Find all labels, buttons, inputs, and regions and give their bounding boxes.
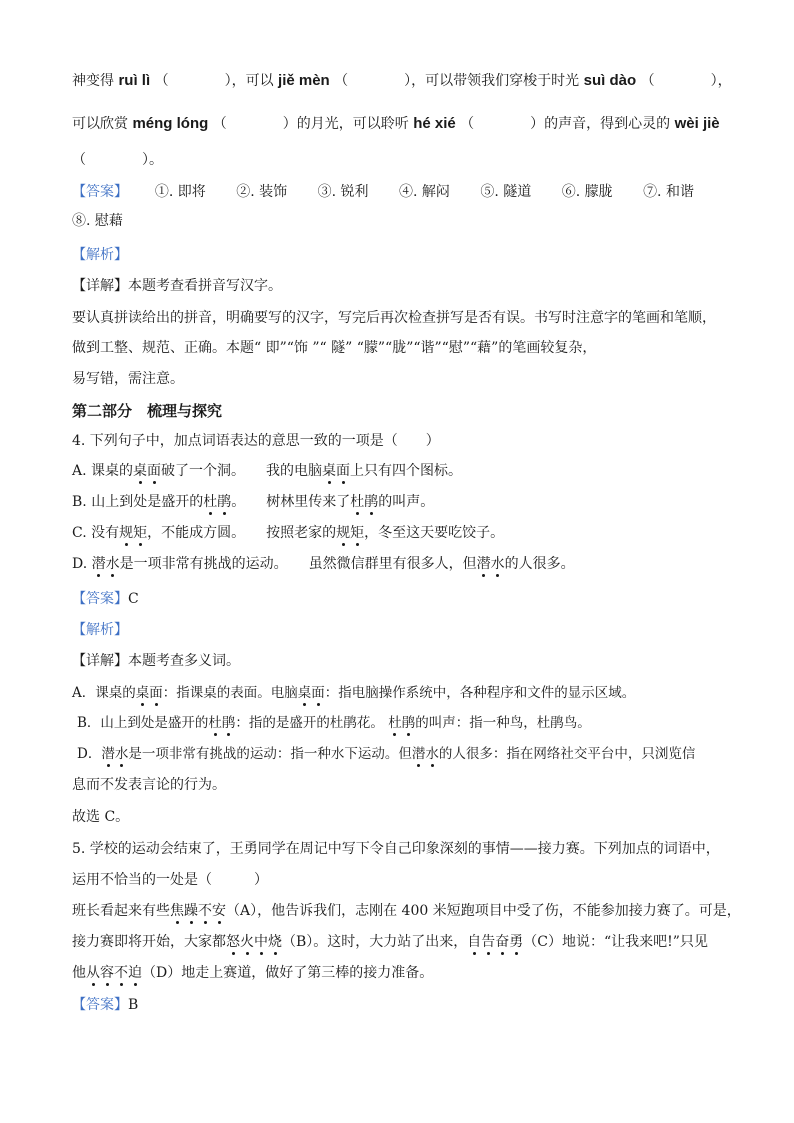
answer-value: C — [128, 591, 139, 607]
dotted-char: 从 — [86, 965, 100, 981]
dotted-char: 鹃 — [364, 494, 379, 510]
dotted-char: 不 — [114, 965, 128, 981]
q5-stem-2: 运用不恰当的一处是（ ） — [72, 872, 268, 888]
answer-tag: 【答案】 — [72, 184, 128, 200]
answer-item: ②. 装饰 — [236, 184, 288, 200]
dotted-char: 规 — [119, 525, 134, 541]
text: ：指课桌的表面。电脑 — [162, 685, 298, 701]
dotted-char: 桌 — [133, 463, 148, 479]
dotted-char: 桌 — [322, 463, 337, 479]
answer-item: ⑥. 朦胧 — [561, 184, 613, 200]
text: （B）。这时，大力站了出来， — [282, 934, 468, 950]
answer-item: ③. 锐利 — [317, 184, 369, 200]
text: 他 — [72, 965, 86, 981]
pinyin: hé xié — [413, 115, 456, 132]
text: C. 没有 — [72, 525, 120, 541]
q4-option-d — [72, 555, 575, 573]
dotted-char: 矩 — [350, 525, 365, 541]
explain-d — [77, 745, 695, 763]
section-heading: 第二部分 梳理与探究 — [72, 402, 223, 420]
dotted-char: 安 — [212, 903, 226, 919]
dotted-char: 矩 — [133, 525, 148, 541]
text: ：指电脑操作系统中，各种程序和文件的显示区域。 — [324, 685, 636, 701]
dotted-char: 杜 — [350, 494, 365, 510]
dotted-char: 焦 — [170, 903, 184, 919]
text: 是一项非常有挑战的运动：指一种水下运动。但 — [128, 746, 412, 762]
dotted-char: 杜 — [208, 715, 222, 731]
answer-item: ④. 解闷 — [398, 184, 450, 200]
detail-line: 【详解】本题考查多义词。 — [72, 653, 240, 669]
text: （D）地走上赛道，做好了第三棒的接力准备。 — [142, 965, 434, 981]
text: 的叫声：指一种鸟，杜鹃鸟。 — [415, 715, 591, 731]
explain-d-cont: 息而不发表言论的行为。 — [72, 777, 226, 793]
dotted-char: 潜 — [101, 746, 115, 762]
pinyin: suì dào — [583, 72, 637, 89]
q3-answer-last: ⑧. 慰藉 — [72, 213, 123, 229]
text: 神变得 — [72, 73, 114, 89]
dotted-char: 面 — [311, 685, 325, 701]
answer-tag: 【答案】 — [72, 591, 128, 607]
text: B．山上到处是盛开的 — [77, 715, 209, 731]
text: ：指的是盛开的杜鹃花。 — [235, 715, 389, 731]
q5-passage-1 — [72, 902, 741, 920]
choose-line: 故选 C。 — [72, 809, 130, 825]
dotted-char: 水 — [490, 556, 505, 572]
explain-a — [72, 684, 635, 702]
dotted-char: 面 — [336, 463, 351, 479]
dotted-char: 杜 — [388, 715, 402, 731]
detail-line: 【详解】本题考查看拼音写汉字。 — [72, 278, 282, 294]
text: 班长看起来有些 — [72, 903, 170, 919]
dotted-char: 桌 — [135, 685, 150, 701]
dotted-char: 烧 — [268, 934, 282, 950]
q4-answer-line — [72, 590, 139, 608]
text: （ ）的月光，可以聆听 — [212, 116, 409, 132]
q3-line-2 — [72, 115, 720, 133]
dotted-char: 水 — [425, 746, 439, 762]
dotted-char: 面 — [149, 685, 163, 701]
explanation-line: 易写错，需注意。 — [72, 371, 184, 387]
dotted-char: 面 — [147, 463, 162, 479]
answer-item: ①. 即将 — [154, 184, 206, 200]
text: B. 山上到处是盛开的 — [72, 494, 204, 510]
dotted-char: 不 — [198, 903, 212, 919]
text: ，不能成方圆。 按照老家的 — [147, 525, 337, 541]
dotted-char: 躁 — [184, 903, 198, 919]
text: （ ），可以带领我们穿梭于时光 — [334, 73, 580, 89]
text: （C）地说：“让我来吧!”只见 — [523, 934, 708, 950]
text: 可以欣赏 — [72, 116, 128, 132]
text: 上只有四个图标。 — [350, 463, 463, 479]
dotted-char: 鹃 — [217, 494, 232, 510]
text: 的人很多。 — [504, 556, 575, 572]
dotted-char: 中 — [254, 934, 268, 950]
text: 。 树林里传来了 — [231, 494, 351, 510]
q5-answer-line — [72, 996, 138, 1014]
dotted-char: 鹃 — [221, 715, 236, 731]
dotted-char: 勇 — [509, 934, 524, 950]
text: D． — [77, 746, 102, 762]
text: 的叫声。 — [378, 494, 435, 510]
pinyin: wèi jiè — [674, 115, 720, 132]
analysis-tag: 【解析】 — [72, 622, 128, 638]
text: A．课桌的 — [72, 685, 136, 701]
dotted-char: 自 — [467, 934, 482, 950]
q4-option-c — [72, 524, 504, 542]
text: 接力赛即将开始，大家都 — [72, 934, 226, 950]
explanation-line: 要认真拼读给出的拼音，明确要写的汉字，写完后再次检查拼写是否有误。书写时注意字的笔画和笔顺， — [72, 310, 716, 326]
dotted-char: 水 — [114, 746, 129, 762]
dotted-char: 火 — [240, 934, 254, 950]
answer-value: B — [128, 997, 139, 1013]
text: （ ），可以 — [154, 73, 274, 89]
dotted-char: 告 — [481, 934, 496, 950]
q3-line-3: （ ）。 — [72, 152, 163, 168]
dotted-char: 杜 — [203, 494, 218, 510]
dotted-char: 规 — [336, 525, 351, 541]
dotted-char: 怒 — [226, 934, 240, 950]
text: （ ）， — [640, 73, 732, 89]
text: （ ）的声音，得到心灵的 — [460, 116, 671, 132]
q5-stem-1: 5. 学校的运动会结束了，王勇同学在周记中写下令自己印象深刻的事情——接力赛。下列加点的词语中， — [72, 841, 720, 857]
dotted-char: 迫 — [128, 965, 142, 981]
text: （A），他告诉我们，志刚在 400 米短跑项目中受了伤，不能参加接力赛了。可是， — [226, 903, 741, 919]
pinyin: ruì lì — [118, 72, 151, 89]
dotted-char: 鹃 — [401, 715, 416, 731]
q3-answer-line — [72, 183, 694, 201]
text: 的人很多：指在网络社交平台中，只浏览信 — [438, 746, 696, 762]
pinyin: méng lóng — [132, 115, 209, 132]
explanation-line: 做到工整、规范、正确。本题“ 即”“饰 ”“ 隧” “朦”“胧”“谐”“慰”“藉”的笔画较复杂， — [72, 340, 597, 356]
dotted-char: 容 — [100, 965, 114, 981]
dotted-char: 水 — [105, 556, 120, 572]
dotted-char: 奋 — [495, 934, 510, 950]
text: 是一项非常有挑战的运动。 虽然微信群里有很多人，但 — [119, 556, 477, 572]
q5-passage-2 — [72, 933, 708, 951]
pinyin: jiě mèn — [278, 72, 330, 89]
q4-option-b — [72, 493, 434, 511]
text: A. 课桌的 — [72, 463, 134, 479]
analysis-tag: 【解析】 — [72, 247, 128, 263]
answer-tag: 【答案】 — [72, 997, 128, 1013]
q4-option-a — [72, 462, 462, 480]
text: ，冬至这天要吃饺子。 — [364, 525, 505, 541]
dotted-char: 桌 — [297, 685, 312, 701]
dotted-char: 潜 — [91, 556, 106, 572]
answer-item: ⑦. 和谐 — [643, 184, 694, 200]
q3-line-1 — [72, 72, 732, 90]
text: 破了一个洞。 我的电脑 — [161, 463, 323, 479]
q4-stem: 4. 下列句子中，加点词语表达的意思一致的一项是（ ） — [72, 433, 440, 449]
answer-item: ⑤. 隧道 — [480, 184, 532, 200]
q5-passage-3 — [72, 964, 433, 982]
explain-b — [77, 714, 591, 732]
dotted-char: 潜 — [476, 556, 491, 572]
dotted-char: 潜 — [411, 746, 426, 762]
text: D. — [72, 556, 92, 572]
